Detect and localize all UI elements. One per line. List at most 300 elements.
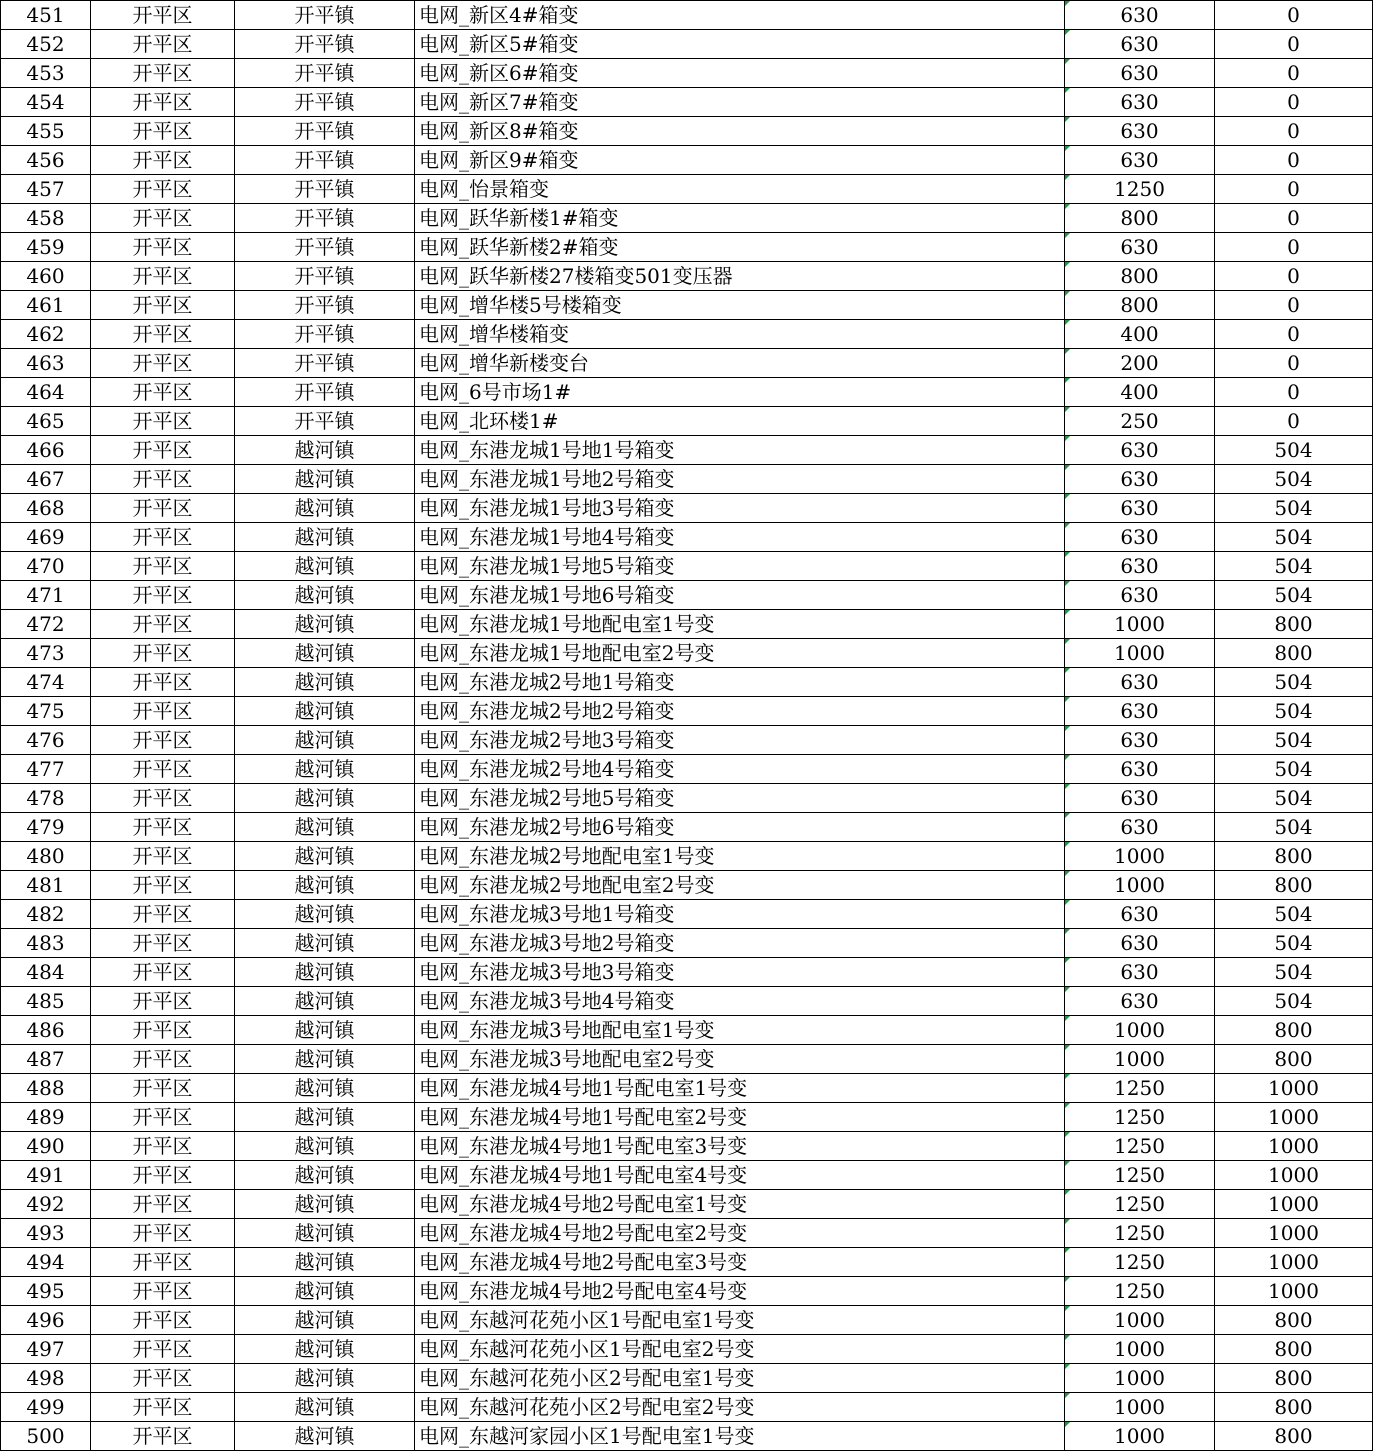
row-number-cell[interactable]: 477	[1, 755, 91, 784]
value-cell[interactable]: 504	[1215, 755, 1373, 784]
capacity-cell[interactable]: 1000	[1065, 1393, 1215, 1422]
capacity-cell[interactable]: 800	[1065, 204, 1215, 233]
transformer-name-cell[interactable]: 电网_东港龙城4号地2号配电室4号变	[415, 1277, 1065, 1306]
transformer-name-cell[interactable]: 电网_东越河花苑小区2号配电室2号变	[415, 1393, 1065, 1422]
row-number-cell[interactable]: 453	[1, 59, 91, 88]
transformer-name-cell[interactable]: 电网_东港龙城4号地2号配电室3号变	[415, 1248, 1065, 1277]
transformer-name-cell[interactable]: 电网_北环楼1#	[415, 407, 1065, 436]
row-number-cell[interactable]: 488	[1, 1074, 91, 1103]
capacity-cell[interactable]: 630	[1065, 958, 1215, 987]
value-cell[interactable]: 1000	[1215, 1277, 1373, 1306]
row-number-cell[interactable]: 499	[1, 1393, 91, 1422]
district-cell[interactable]: 开平区	[91, 1074, 235, 1103]
row-number-cell[interactable]: 479	[1, 813, 91, 842]
district-cell[interactable]: 开平区	[91, 1364, 235, 1393]
district-cell[interactable]: 开平区	[91, 1335, 235, 1364]
transformer-name-cell[interactable]: 电网_东港龙城3号地4号箱变	[415, 987, 1065, 1016]
capacity-cell[interactable]: 800	[1065, 291, 1215, 320]
row-number-cell[interactable]: 483	[1, 929, 91, 958]
transformer-name-cell[interactable]: 电网_增华新楼变台	[415, 349, 1065, 378]
row-number-cell[interactable]: 492	[1, 1190, 91, 1219]
district-cell[interactable]: 开平区	[91, 1103, 235, 1132]
row-number-cell[interactable]: 489	[1, 1103, 91, 1132]
value-cell[interactable]: 504	[1215, 523, 1373, 552]
district-cell[interactable]: 开平区	[91, 1393, 235, 1422]
value-cell[interactable]: 800	[1215, 610, 1373, 639]
value-cell[interactable]: 0	[1215, 320, 1373, 349]
town-cell[interactable]: 越河镇	[235, 668, 415, 697]
row-number-cell[interactable]: 497	[1, 1335, 91, 1364]
transformer-name-cell[interactable]: 电网_新区4#箱变	[415, 1, 1065, 30]
capacity-cell[interactable]: 1250	[1065, 1219, 1215, 1248]
capacity-cell[interactable]: 630	[1065, 668, 1215, 697]
row-number-cell[interactable]: 471	[1, 581, 91, 610]
town-cell[interactable]: 越河镇	[235, 987, 415, 1016]
district-cell[interactable]: 开平区	[91, 900, 235, 929]
district-cell[interactable]: 开平区	[91, 349, 235, 378]
town-cell[interactable]: 越河镇	[235, 726, 415, 755]
row-number-cell[interactable]: 451	[1, 1, 91, 30]
transformer-name-cell[interactable]: 电网_东港龙城2号地配电室2号变	[415, 871, 1065, 900]
transformer-name-cell[interactable]: 电网_东港龙城1号地6号箱变	[415, 581, 1065, 610]
district-cell[interactable]: 开平区	[91, 639, 235, 668]
capacity-cell[interactable]: 1000	[1065, 1335, 1215, 1364]
transformer-name-cell[interactable]: 电网_东港龙城1号地5号箱变	[415, 552, 1065, 581]
town-cell[interactable]: 越河镇	[235, 958, 415, 987]
transformer-name-cell[interactable]: 电网_东港龙城4号地2号配电室2号变	[415, 1219, 1065, 1248]
transformer-name-cell[interactable]: 电网_东港龙城2号地4号箱变	[415, 755, 1065, 784]
capacity-cell[interactable]: 630	[1065, 59, 1215, 88]
capacity-cell[interactable]: 200	[1065, 349, 1215, 378]
row-number-cell[interactable]: 467	[1, 465, 91, 494]
capacity-cell[interactable]: 630	[1065, 523, 1215, 552]
capacity-cell[interactable]: 800	[1065, 262, 1215, 291]
value-cell[interactable]: 504	[1215, 552, 1373, 581]
transformer-name-cell[interactable]: 电网_东港龙城1号地1号箱变	[415, 436, 1065, 465]
value-cell[interactable]: 504	[1215, 987, 1373, 1016]
capacity-cell[interactable]: 1000	[1065, 1045, 1215, 1074]
district-cell[interactable]: 开平区	[91, 30, 235, 59]
capacity-cell[interactable]: 1000	[1065, 610, 1215, 639]
value-cell[interactable]: 0	[1215, 59, 1373, 88]
transformer-name-cell[interactable]: 电网_东港龙城3号地配电室1号变	[415, 1016, 1065, 1045]
capacity-cell[interactable]: 1250	[1065, 1161, 1215, 1190]
town-cell[interactable]: 开平镇	[235, 1, 415, 30]
value-cell[interactable]: 1000	[1215, 1161, 1373, 1190]
capacity-cell[interactable]: 630	[1065, 146, 1215, 175]
town-cell[interactable]: 开平镇	[235, 233, 415, 262]
district-cell[interactable]: 开平区	[91, 494, 235, 523]
town-cell[interactable]: 开平镇	[235, 88, 415, 117]
row-number-cell[interactable]: 455	[1, 117, 91, 146]
town-cell[interactable]: 开平镇	[235, 117, 415, 146]
transformer-name-cell[interactable]: 电网_东越河花苑小区1号配电室2号变	[415, 1335, 1065, 1364]
value-cell[interactable]: 800	[1215, 842, 1373, 871]
district-cell[interactable]: 开平区	[91, 1248, 235, 1277]
capacity-cell[interactable]: 1250	[1065, 1248, 1215, 1277]
row-number-cell[interactable]: 482	[1, 900, 91, 929]
town-cell[interactable]: 越河镇	[235, 1393, 415, 1422]
value-cell[interactable]: 504	[1215, 813, 1373, 842]
row-number-cell[interactable]: 470	[1, 552, 91, 581]
town-cell[interactable]: 越河镇	[235, 639, 415, 668]
transformer-name-cell[interactable]: 电网_东港龙城3号地3号箱变	[415, 958, 1065, 987]
row-number-cell[interactable]: 454	[1, 88, 91, 117]
value-cell[interactable]: 1000	[1215, 1103, 1373, 1132]
row-number-cell[interactable]: 490	[1, 1132, 91, 1161]
capacity-cell[interactable]: 630	[1065, 1, 1215, 30]
district-cell[interactable]: 开平区	[91, 552, 235, 581]
transformer-name-cell[interactable]: 电网_东港龙城3号地配电室2号变	[415, 1045, 1065, 1074]
district-cell[interactable]: 开平区	[91, 1161, 235, 1190]
district-cell[interactable]: 开平区	[91, 233, 235, 262]
capacity-cell[interactable]: 630	[1065, 784, 1215, 813]
capacity-cell[interactable]: 400	[1065, 378, 1215, 407]
row-number-cell[interactable]: 478	[1, 784, 91, 813]
town-cell[interactable]: 越河镇	[235, 1132, 415, 1161]
district-cell[interactable]: 开平区	[91, 523, 235, 552]
town-cell[interactable]: 越河镇	[235, 813, 415, 842]
capacity-cell[interactable]: 400	[1065, 320, 1215, 349]
town-cell[interactable]: 越河镇	[235, 1277, 415, 1306]
town-cell[interactable]: 越河镇	[235, 494, 415, 523]
transformer-name-cell[interactable]: 电网_东越河花苑小区1号配电室1号变	[415, 1306, 1065, 1335]
town-cell[interactable]: 越河镇	[235, 1074, 415, 1103]
capacity-cell[interactable]: 630	[1065, 581, 1215, 610]
row-number-cell[interactable]: 456	[1, 146, 91, 175]
row-number-cell[interactable]: 462	[1, 320, 91, 349]
row-number-cell[interactable]: 472	[1, 610, 91, 639]
row-number-cell[interactable]: 458	[1, 204, 91, 233]
district-cell[interactable]: 开平区	[91, 1045, 235, 1074]
capacity-cell[interactable]: 1250	[1065, 1277, 1215, 1306]
district-cell[interactable]: 开平区	[91, 1277, 235, 1306]
district-cell[interactable]: 开平区	[91, 88, 235, 117]
transformer-name-cell[interactable]: 电网_新区6#箱变	[415, 59, 1065, 88]
value-cell[interactable]: 0	[1215, 175, 1373, 204]
town-cell[interactable]: 越河镇	[235, 1103, 415, 1132]
district-cell[interactable]: 开平区	[91, 59, 235, 88]
value-cell[interactable]: 504	[1215, 929, 1373, 958]
capacity-cell[interactable]: 1000	[1065, 842, 1215, 871]
row-number-cell[interactable]: 457	[1, 175, 91, 204]
town-cell[interactable]: 开平镇	[235, 146, 415, 175]
town-cell[interactable]: 开平镇	[235, 378, 415, 407]
capacity-cell[interactable]: 630	[1065, 813, 1215, 842]
transformer-name-cell[interactable]: 电网_东港龙城2号地1号箱变	[415, 668, 1065, 697]
value-cell[interactable]: 504	[1215, 784, 1373, 813]
town-cell[interactable]: 越河镇	[235, 842, 415, 871]
row-number-cell[interactable]: 498	[1, 1364, 91, 1393]
town-cell[interactable]: 越河镇	[235, 1422, 415, 1451]
value-cell[interactable]: 800	[1215, 1306, 1373, 1335]
row-number-cell[interactable]: 494	[1, 1248, 91, 1277]
row-number-cell[interactable]: 459	[1, 233, 91, 262]
district-cell[interactable]: 开平区	[91, 146, 235, 175]
row-number-cell[interactable]: 464	[1, 378, 91, 407]
row-number-cell[interactable]: 461	[1, 291, 91, 320]
town-cell[interactable]: 越河镇	[235, 610, 415, 639]
transformer-name-cell[interactable]: 电网_东港龙城1号地4号箱变	[415, 523, 1065, 552]
value-cell[interactable]: 1000	[1215, 1190, 1373, 1219]
town-cell[interactable]: 开平镇	[235, 262, 415, 291]
value-cell[interactable]: 504	[1215, 581, 1373, 610]
transformer-name-cell[interactable]: 电网_东港龙城2号地3号箱变	[415, 726, 1065, 755]
town-cell[interactable]: 越河镇	[235, 581, 415, 610]
town-cell[interactable]: 越河镇	[235, 755, 415, 784]
district-cell[interactable]: 开平区	[91, 407, 235, 436]
row-number-cell[interactable]: 486	[1, 1016, 91, 1045]
town-cell[interactable]: 越河镇	[235, 697, 415, 726]
value-cell[interactable]: 800	[1215, 1016, 1373, 1045]
transformer-name-cell[interactable]: 电网_新区7#箱变	[415, 88, 1065, 117]
transformer-name-cell[interactable]: 电网_增华楼箱变	[415, 320, 1065, 349]
capacity-cell[interactable]: 630	[1065, 900, 1215, 929]
capacity-cell[interactable]: 630	[1065, 726, 1215, 755]
row-number-cell[interactable]: 485	[1, 987, 91, 1016]
value-cell[interactable]: 800	[1215, 1422, 1373, 1451]
value-cell[interactable]: 0	[1215, 262, 1373, 291]
row-number-cell[interactable]: 496	[1, 1306, 91, 1335]
town-cell[interactable]: 开平镇	[235, 349, 415, 378]
capacity-cell[interactable]: 630	[1065, 697, 1215, 726]
district-cell[interactable]: 开平区	[91, 581, 235, 610]
transformer-name-cell[interactable]: 电网_怡景箱变	[415, 175, 1065, 204]
value-cell[interactable]: 504	[1215, 494, 1373, 523]
district-cell[interactable]: 开平区	[91, 842, 235, 871]
value-cell[interactable]: 1000	[1215, 1219, 1373, 1248]
transformer-name-cell[interactable]: 电网_东越河花苑小区2号配电室1号变	[415, 1364, 1065, 1393]
value-cell[interactable]: 504	[1215, 436, 1373, 465]
row-number-cell[interactable]: 460	[1, 262, 91, 291]
row-number-cell[interactable]: 466	[1, 436, 91, 465]
value-cell[interactable]: 0	[1215, 407, 1373, 436]
value-cell[interactable]: 0	[1215, 291, 1373, 320]
district-cell[interactable]: 开平区	[91, 465, 235, 494]
town-cell[interactable]: 越河镇	[235, 784, 415, 813]
transformer-name-cell[interactable]: 电网_新区5#箱变	[415, 30, 1065, 59]
value-cell[interactable]: 0	[1215, 30, 1373, 59]
district-cell[interactable]: 开平区	[91, 784, 235, 813]
town-cell[interactable]: 越河镇	[235, 436, 415, 465]
district-cell[interactable]: 开平区	[91, 668, 235, 697]
transformer-name-cell[interactable]: 电网_东港龙城3号地1号箱变	[415, 900, 1065, 929]
transformer-name-cell[interactable]: 电网_东港龙城2号地配电室1号变	[415, 842, 1065, 871]
value-cell[interactable]: 504	[1215, 697, 1373, 726]
town-cell[interactable]: 越河镇	[235, 1248, 415, 1277]
value-cell[interactable]: 0	[1215, 146, 1373, 175]
district-cell[interactable]: 开平区	[91, 378, 235, 407]
value-cell[interactable]: 1000	[1215, 1074, 1373, 1103]
district-cell[interactable]: 开平区	[91, 1306, 235, 1335]
transformer-name-cell[interactable]: 电网_增华楼5号楼箱变	[415, 291, 1065, 320]
transformer-name-cell[interactable]: 电网_东港龙城1号地配电室1号变	[415, 610, 1065, 639]
capacity-cell[interactable]: 630	[1065, 929, 1215, 958]
row-number-cell[interactable]: 452	[1, 30, 91, 59]
district-cell[interactable]: 开平区	[91, 1132, 235, 1161]
town-cell[interactable]: 开平镇	[235, 291, 415, 320]
town-cell[interactable]: 越河镇	[235, 929, 415, 958]
district-cell[interactable]: 开平区	[91, 726, 235, 755]
value-cell[interactable]: 800	[1215, 1045, 1373, 1074]
transformer-name-cell[interactable]: 电网_新区8#箱变	[415, 117, 1065, 146]
capacity-cell[interactable]: 1000	[1065, 1364, 1215, 1393]
transformer-name-cell[interactable]: 电网_东港龙城4号地1号配电室4号变	[415, 1161, 1065, 1190]
town-cell[interactable]: 越河镇	[235, 1016, 415, 1045]
district-cell[interactable]: 开平区	[91, 610, 235, 639]
transformer-name-cell[interactable]: 电网_东港龙城4号地1号配电室2号变	[415, 1103, 1065, 1132]
value-cell[interactable]: 800	[1215, 1393, 1373, 1422]
capacity-cell[interactable]: 1000	[1065, 1306, 1215, 1335]
row-number-cell[interactable]: 473	[1, 639, 91, 668]
town-cell[interactable]: 越河镇	[235, 465, 415, 494]
capacity-cell[interactable]: 1000	[1065, 1016, 1215, 1045]
town-cell[interactable]: 开平镇	[235, 59, 415, 88]
town-cell[interactable]: 越河镇	[235, 552, 415, 581]
town-cell[interactable]: 越河镇	[235, 1306, 415, 1335]
town-cell[interactable]: 开平镇	[235, 30, 415, 59]
transformer-name-cell[interactable]: 电网_跃华新楼2#箱变	[415, 233, 1065, 262]
district-cell[interactable]: 开平区	[91, 204, 235, 233]
district-cell[interactable]: 开平区	[91, 871, 235, 900]
capacity-cell[interactable]: 630	[1065, 233, 1215, 262]
value-cell[interactable]: 0	[1215, 349, 1373, 378]
transformer-name-cell[interactable]: 电网_东港龙城4号地2号配电室1号变	[415, 1190, 1065, 1219]
value-cell[interactable]: 0	[1215, 88, 1373, 117]
transformer-name-cell[interactable]: 电网_东港龙城2号地2号箱变	[415, 697, 1065, 726]
town-cell[interactable]: 越河镇	[235, 1335, 415, 1364]
capacity-cell[interactable]: 1000	[1065, 639, 1215, 668]
value-cell[interactable]: 800	[1215, 1335, 1373, 1364]
value-cell[interactable]: 504	[1215, 958, 1373, 987]
row-number-cell[interactable]: 495	[1, 1277, 91, 1306]
capacity-cell[interactable]: 630	[1065, 552, 1215, 581]
transformer-name-cell[interactable]: 电网_6号市场1#	[415, 378, 1065, 407]
transformer-name-cell[interactable]: 电网_跃华新楼27楼箱变501变压器	[415, 262, 1065, 291]
row-number-cell[interactable]: 484	[1, 958, 91, 987]
value-cell[interactable]: 504	[1215, 726, 1373, 755]
row-number-cell[interactable]: 480	[1, 842, 91, 871]
transformer-name-cell[interactable]: 电网_新区9#箱变	[415, 146, 1065, 175]
district-cell[interactable]: 开平区	[91, 262, 235, 291]
value-cell[interactable]: 0	[1215, 117, 1373, 146]
capacity-cell[interactable]: 630	[1065, 494, 1215, 523]
value-cell[interactable]: 800	[1215, 871, 1373, 900]
row-number-cell[interactable]: 481	[1, 871, 91, 900]
row-number-cell[interactable]: 469	[1, 523, 91, 552]
district-cell[interactable]: 开平区	[91, 1190, 235, 1219]
town-cell[interactable]: 越河镇	[235, 1161, 415, 1190]
value-cell[interactable]: 504	[1215, 465, 1373, 494]
district-cell[interactable]: 开平区	[91, 813, 235, 842]
town-cell[interactable]: 开平镇	[235, 407, 415, 436]
district-cell[interactable]: 开平区	[91, 1219, 235, 1248]
district-cell[interactable]: 开平区	[91, 958, 235, 987]
row-number-cell[interactable]: 475	[1, 697, 91, 726]
value-cell[interactable]: 504	[1215, 668, 1373, 697]
town-cell[interactable]: 越河镇	[235, 1045, 415, 1074]
district-cell[interactable]: 开平区	[91, 1422, 235, 1451]
capacity-cell[interactable]: 630	[1065, 755, 1215, 784]
capacity-cell[interactable]: 630	[1065, 30, 1215, 59]
district-cell[interactable]: 开平区	[91, 117, 235, 146]
town-cell[interactable]: 开平镇	[235, 204, 415, 233]
town-cell[interactable]: 越河镇	[235, 871, 415, 900]
capacity-cell[interactable]: 1000	[1065, 1422, 1215, 1451]
capacity-cell[interactable]: 630	[1065, 987, 1215, 1016]
district-cell[interactable]: 开平区	[91, 291, 235, 320]
capacity-cell[interactable]: 1250	[1065, 1190, 1215, 1219]
transformer-name-cell[interactable]: 电网_东港龙城1号地2号箱变	[415, 465, 1065, 494]
value-cell[interactable]: 0	[1215, 204, 1373, 233]
transformer-name-cell[interactable]: 电网_东港龙城2号地5号箱变	[415, 784, 1065, 813]
value-cell[interactable]: 0	[1215, 1, 1373, 30]
row-number-cell[interactable]: 476	[1, 726, 91, 755]
town-cell[interactable]: 开平镇	[235, 175, 415, 204]
town-cell[interactable]: 越河镇	[235, 1219, 415, 1248]
transformer-name-cell[interactable]: 电网_东港龙城2号地6号箱变	[415, 813, 1065, 842]
town-cell[interactable]: 越河镇	[235, 900, 415, 929]
district-cell[interactable]: 开平区	[91, 175, 235, 204]
value-cell[interactable]: 504	[1215, 900, 1373, 929]
row-number-cell[interactable]: 468	[1, 494, 91, 523]
capacity-cell[interactable]: 1250	[1065, 1074, 1215, 1103]
row-number-cell[interactable]: 474	[1, 668, 91, 697]
transformer-name-cell[interactable]: 电网_东港龙城4号地1号配电室3号变	[415, 1132, 1065, 1161]
value-cell[interactable]: 800	[1215, 1364, 1373, 1393]
value-cell[interactable]: 0	[1215, 233, 1373, 262]
row-number-cell[interactable]: 491	[1, 1161, 91, 1190]
capacity-cell[interactable]: 1000	[1065, 871, 1215, 900]
transformer-name-cell[interactable]: 电网_东港龙城4号地1号配电室1号变	[415, 1074, 1065, 1103]
district-cell[interactable]: 开平区	[91, 1, 235, 30]
row-number-cell[interactable]: 493	[1, 1219, 91, 1248]
capacity-cell[interactable]: 630	[1065, 465, 1215, 494]
capacity-cell[interactable]: 1250	[1065, 175, 1215, 204]
district-cell[interactable]: 开平区	[91, 697, 235, 726]
town-cell[interactable]: 越河镇	[235, 1364, 415, 1393]
transformer-name-cell[interactable]: 电网_东港龙城1号地配电室2号变	[415, 639, 1065, 668]
transformer-name-cell[interactable]: 电网_跃华新楼1#箱变	[415, 204, 1065, 233]
district-cell[interactable]: 开平区	[91, 1016, 235, 1045]
capacity-cell[interactable]: 630	[1065, 436, 1215, 465]
district-cell[interactable]: 开平区	[91, 987, 235, 1016]
district-cell[interactable]: 开平区	[91, 320, 235, 349]
capacity-cell[interactable]: 630	[1065, 88, 1215, 117]
row-number-cell[interactable]: 463	[1, 349, 91, 378]
town-cell[interactable]: 开平镇	[235, 320, 415, 349]
transformer-name-cell[interactable]: 电网_东越河家园小区1号配电室1号变	[415, 1422, 1065, 1451]
transformer-name-cell[interactable]: 电网_东港龙城1号地3号箱变	[415, 494, 1065, 523]
row-number-cell[interactable]: 465	[1, 407, 91, 436]
town-cell[interactable]: 越河镇	[235, 1190, 415, 1219]
capacity-cell[interactable]: 630	[1065, 117, 1215, 146]
district-cell[interactable]: 开平区	[91, 755, 235, 784]
row-number-cell[interactable]: 487	[1, 1045, 91, 1074]
value-cell[interactable]: 0	[1215, 378, 1373, 407]
value-cell[interactable]: 1000	[1215, 1132, 1373, 1161]
capacity-cell[interactable]: 1250	[1065, 1103, 1215, 1132]
capacity-cell[interactable]: 1250	[1065, 1132, 1215, 1161]
value-cell[interactable]: 800	[1215, 639, 1373, 668]
district-cell[interactable]: 开平区	[91, 929, 235, 958]
town-cell[interactable]: 越河镇	[235, 523, 415, 552]
district-cell[interactable]: 开平区	[91, 436, 235, 465]
transformer-name-cell[interactable]: 电网_东港龙城3号地2号箱变	[415, 929, 1065, 958]
row-number-cell[interactable]: 500	[1, 1422, 91, 1451]
value-cell[interactable]: 1000	[1215, 1248, 1373, 1277]
capacity-cell[interactable]: 250	[1065, 407, 1215, 436]
